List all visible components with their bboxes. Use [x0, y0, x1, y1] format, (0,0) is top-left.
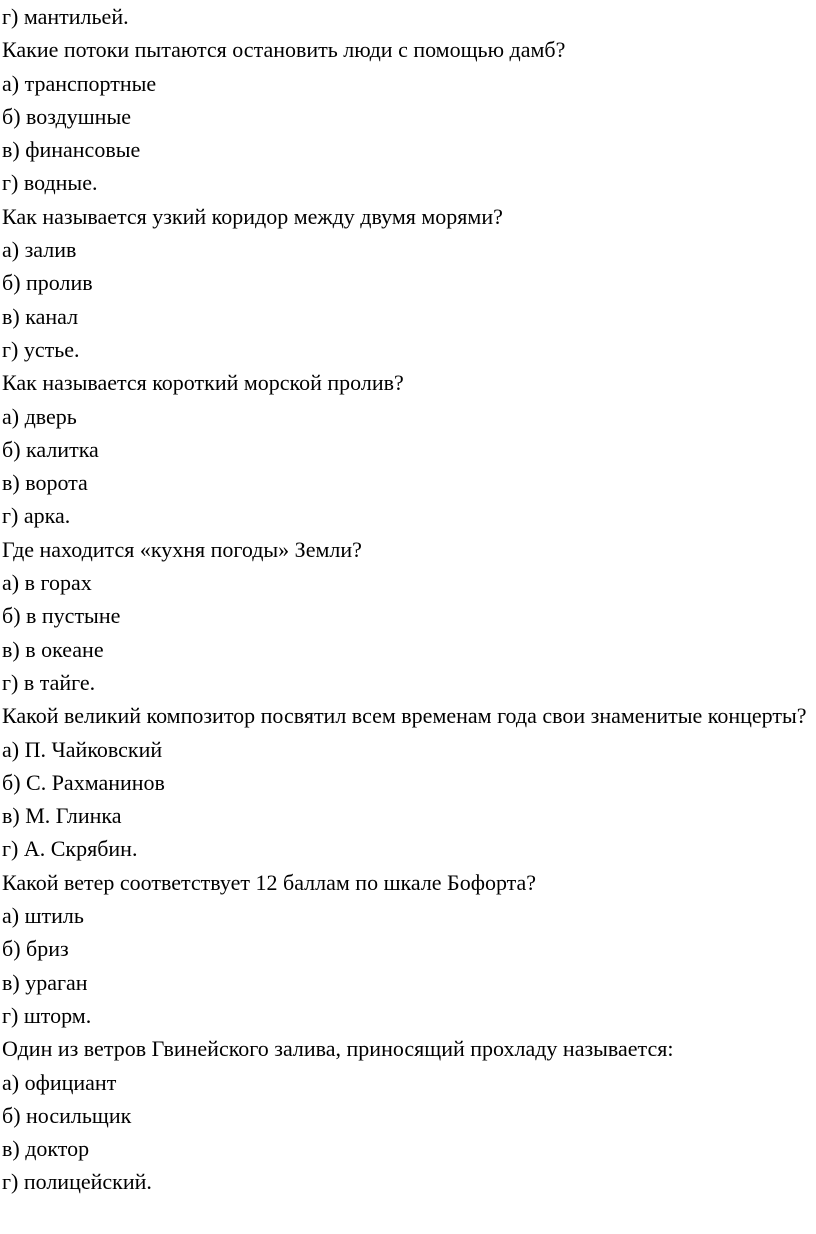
answer-option: а) дверь	[2, 403, 77, 429]
answer-option: б) носильщик	[2, 1102, 132, 1128]
answer-option: в) ураган	[2, 969, 88, 995]
answer-option: г) устье.	[2, 336, 80, 362]
question-text: Какой ветер соответствует 12 баллам по шкале Бофорта?	[2, 869, 537, 895]
answer-option: г) мантильей.	[2, 4, 129, 29]
answer-option: в) в океане	[2, 636, 104, 662]
answer-option: а) официант	[2, 1069, 117, 1095]
answer-option: г) арка.	[2, 503, 71, 529]
answer-option: б) бриз	[2, 936, 69, 962]
question-text: Где находится «кухня погоды» Земли?	[2, 536, 362, 562]
answer-option: в) М. Глинка	[2, 803, 122, 829]
answer-option: б) пролив	[2, 270, 93, 296]
answer-option: г) в тайге.	[2, 669, 96, 695]
quiz-item	[2, 33, 814, 199]
answer-option: а) транспортные	[2, 70, 157, 96]
question-text: Какие потоки пытаются остановить люди с помощью дамб?	[2, 37, 566, 63]
answer-option: б) воздушные	[2, 103, 132, 129]
quiz-item	[2, 866, 814, 1032]
answer-option: в) доктор	[2, 1136, 90, 1162]
answer-option: а) залив	[2, 237, 77, 263]
answer-option: б) калитка	[2, 436, 99, 462]
quiz-item	[2, 366, 814, 532]
quiz-item	[2, 1032, 814, 1198]
answer-option: г) А. Скрябин.	[2, 836, 138, 862]
answer-option: б) в пустыне	[2, 603, 121, 629]
answer-option: в) канал	[2, 303, 79, 329]
answer-option: в) ворота	[2, 470, 88, 496]
question-text: Как называется короткий морской пролив?	[2, 370, 404, 396]
answer-option: а) в горах	[2, 570, 92, 596]
question-text: Какой великий композитор посвятил всем временам года свои знаменитые концерты?	[2, 703, 807, 729]
answer-option: г) водные.	[2, 170, 98, 196]
answer-option: г) шторм.	[2, 1002, 92, 1028]
quiz-item	[2, 533, 814, 699]
document-page	[2, 0, 814, 1199]
quiz-item	[2, 200, 814, 366]
quiz-item	[2, 699, 814, 865]
question-text: Один из ветров Гвинейского залива, приносящий прохладу называется:	[2, 1036, 674, 1062]
answer-option: г) полицейский.	[2, 1169, 152, 1195]
question-text: Как называется узкий коридор между двумя морями?	[2, 203, 503, 229]
answer-option: б) С. Рахманинов	[2, 769, 165, 795]
answer-option: в) финансовые	[2, 137, 141, 163]
answer-option: а) штиль	[2, 903, 84, 929]
answer-option: а) П. Чайковский	[2, 736, 163, 762]
